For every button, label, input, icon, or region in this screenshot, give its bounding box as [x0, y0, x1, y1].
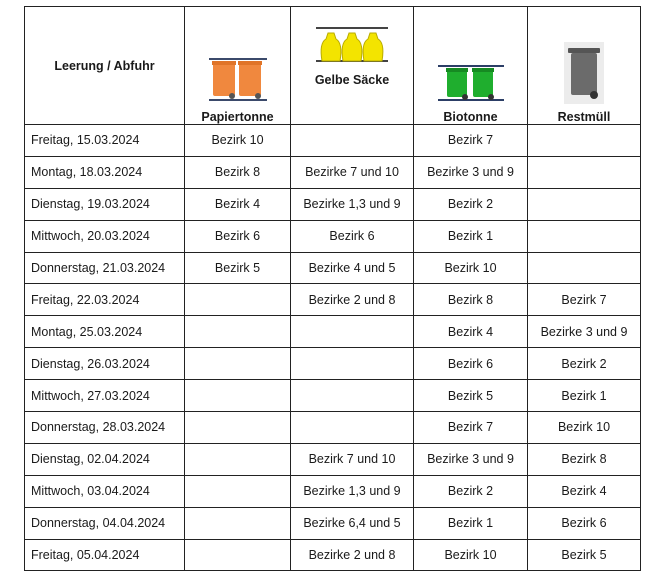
papiertonne-cell	[185, 316, 291, 348]
gelbe-saecke-header	[291, 7, 414, 125]
papiertonne-cell	[185, 507, 291, 539]
biotonne-cell: Bezirke 3 und 9	[414, 443, 528, 475]
gelbe-saecke-cell	[291, 125, 414, 157]
biotonne-cell: Bezirk 1	[414, 220, 528, 252]
gelbe-saecke-cell	[291, 380, 414, 412]
row-date: Donnerstag, 04.04.2024	[25, 507, 185, 539]
orange-paper-bins-icon	[207, 56, 269, 104]
table-row	[25, 156, 641, 188]
table-row	[25, 220, 641, 252]
papiertonne-cell: Bezirk 6	[185, 220, 291, 252]
table-row	[25, 507, 641, 539]
row-date: Dienstag, 26.03.2024	[25, 348, 185, 380]
restmuell-cell	[528, 156, 641, 188]
gelbe-saecke-cell: Bezirk 7 und 10	[291, 443, 414, 475]
table-row	[25, 475, 641, 507]
papiertonne-cell	[185, 539, 291, 571]
papiertonne-label: Papiertonne	[201, 110, 274, 124]
table-row	[25, 348, 641, 380]
gelbe-saecke-label: Gelbe Säcke	[314, 73, 390, 87]
biotonne-cell: Bezirk 7	[414, 125, 528, 157]
biotonne-cell: Bezirk 2	[414, 188, 528, 220]
table-row	[25, 412, 641, 444]
restmuell-cell	[528, 252, 641, 284]
gelbe-saecke-cell	[291, 348, 414, 380]
biotonne-cell: Bezirk 10	[414, 539, 528, 571]
biotonne-cell: Bezirk 2	[414, 475, 528, 507]
restmuell-cell: Bezirk 4	[528, 475, 641, 507]
restmuell-cell	[528, 125, 641, 157]
gelbe-saecke-cell: Bezirke 1,3 und 9	[291, 188, 414, 220]
gelbe-saecke-cell: Bezirke 7 und 10	[291, 156, 414, 188]
papiertonne-cell: Bezirk 8	[185, 156, 291, 188]
papiertonne-cell: Bezirk 10	[185, 125, 291, 157]
row-date: Mittwoch, 27.03.2024	[25, 380, 185, 412]
biotonne-cell: Bezirk 8	[414, 284, 528, 316]
restmuell-cell: Bezirk 5	[528, 539, 641, 571]
biotonne-cell: Bezirk 6	[414, 348, 528, 380]
papiertonne-cell	[185, 380, 291, 412]
gelbe-saecke-cell: Bezirke 4 und 5	[291, 252, 414, 284]
biotonne-header	[414, 7, 528, 125]
green-bio-bins-icon	[438, 62, 504, 104]
restmuell-cell: Bezirk 10	[528, 412, 641, 444]
row-date: Freitag, 05.04.2024	[25, 539, 185, 571]
papiertonne-cell	[185, 443, 291, 475]
restmuell-cell: Bezirke 3 und 9	[528, 316, 641, 348]
gelbe-saecke-cell: Bezirke 2 und 8	[291, 284, 414, 316]
papiertonne-cell: Bezirk 5	[185, 252, 291, 284]
row-date: Donnerstag, 28.03.2024	[25, 412, 185, 444]
table-row	[25, 443, 641, 475]
row-date: Mittwoch, 03.04.2024	[25, 475, 185, 507]
restmuell-header	[528, 7, 641, 125]
row-date: Dienstag, 19.03.2024	[25, 188, 185, 220]
papiertonne-cell	[185, 348, 291, 380]
restmuell-cell: Bezirk 6	[528, 507, 641, 539]
row-date: Freitag, 15.03.2024	[25, 125, 185, 157]
row-date: Donnerstag, 21.03.2024	[25, 252, 185, 284]
biotonne-label: Biotonne	[443, 110, 498, 124]
yellow-sacks-icon	[316, 25, 388, 67]
restmuell-label: Restmüll	[557, 110, 611, 124]
gelbe-saecke-cell: Bezirk 6	[291, 220, 414, 252]
row-date: Montag, 25.03.2024	[25, 316, 185, 348]
papiertonne-cell: Bezirk 4	[185, 188, 291, 220]
papiertonne-cell	[185, 284, 291, 316]
table-row	[25, 316, 641, 348]
restmuell-cell: Bezirk 7	[528, 284, 641, 316]
table-row	[25, 188, 641, 220]
papiertonne-header	[185, 7, 291, 125]
biotonne-cell: Bezirk 10	[414, 252, 528, 284]
header-row	[25, 7, 641, 125]
restmuell-cell	[528, 220, 641, 252]
collection-schedule-table	[24, 6, 641, 571]
gelbe-saecke-cell: Bezirke 2 und 8	[291, 539, 414, 571]
table-row	[25, 539, 641, 571]
row-date: Mittwoch, 20.03.2024	[25, 220, 185, 252]
biotonne-cell: Bezirk 4	[414, 316, 528, 348]
papiertonne-cell	[185, 412, 291, 444]
gelbe-saecke-cell	[291, 412, 414, 444]
biotonne-cell: Bezirk 7	[414, 412, 528, 444]
table-row	[25, 284, 641, 316]
restmuell-cell: Bezirk 1	[528, 380, 641, 412]
row-date: Dienstag, 02.04.2024	[25, 443, 185, 475]
biotonne-cell: Bezirk 5	[414, 380, 528, 412]
table-row	[25, 380, 641, 412]
table-row	[25, 252, 641, 284]
gelbe-saecke-cell	[291, 316, 414, 348]
restmuell-cell	[528, 188, 641, 220]
date-column-header: Leerung / Abfuhr	[25, 7, 185, 125]
table-row	[25, 125, 641, 157]
biotonne-cell: Bezirke 3 und 9	[414, 156, 528, 188]
grey-residual-bin-icon	[564, 42, 604, 104]
restmuell-cell: Bezirk 2	[528, 348, 641, 380]
biotonne-cell: Bezirk 1	[414, 507, 528, 539]
gelbe-saecke-cell: Bezirke 1,3 und 9	[291, 475, 414, 507]
row-date: Freitag, 22.03.2024	[25, 284, 185, 316]
row-date: Montag, 18.03.2024	[25, 156, 185, 188]
gelbe-saecke-cell: Bezirke 6,4 und 5	[291, 507, 414, 539]
restmuell-cell: Bezirk 8	[528, 443, 641, 475]
papiertonne-cell	[185, 475, 291, 507]
